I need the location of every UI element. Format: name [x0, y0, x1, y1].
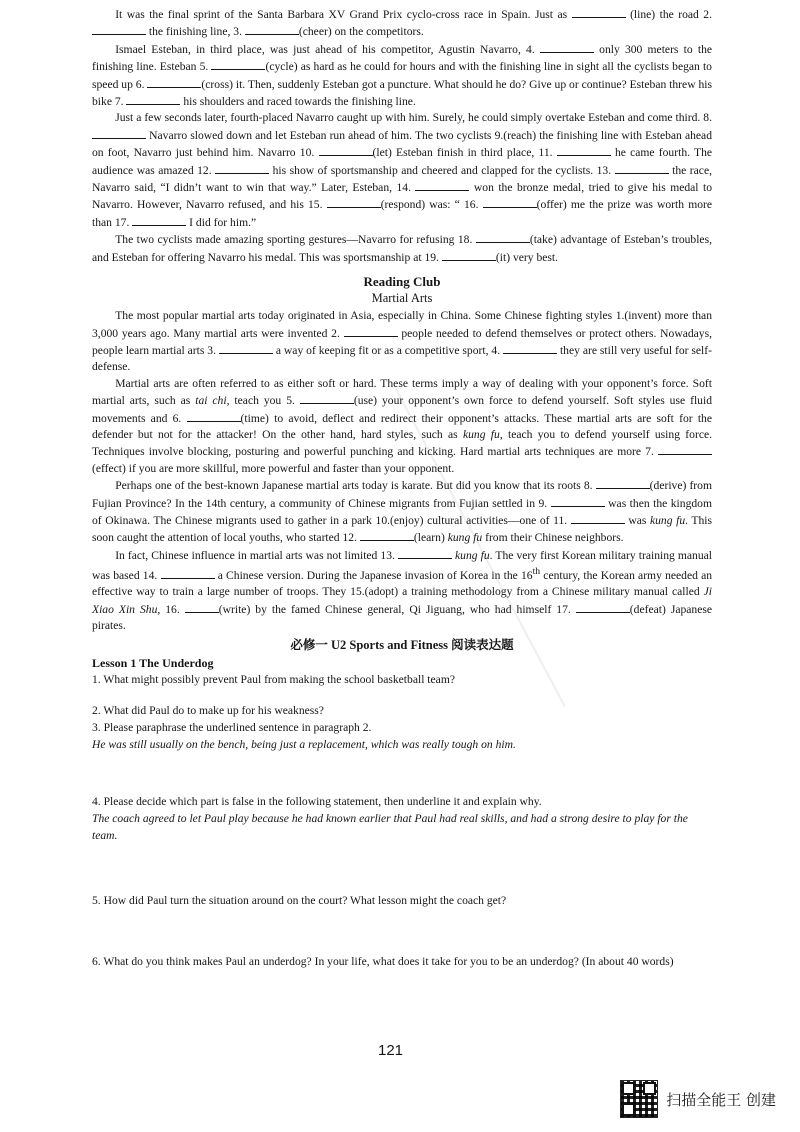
page-number: 121 — [378, 1042, 404, 1059]
text: (cross) it. Then, suddenly Esteban got a puncture. What should he do? Give up or continue? Esteban threw his bike 7. — [92, 77, 712, 109]
qr-code-icon — [620, 1080, 658, 1118]
scanner-stamp — [620, 1080, 776, 1118]
text: , 16. — [157, 602, 180, 616]
question-3: 3. Please paraphrase the underlined sentence in paragraph 2. — [92, 721, 372, 735]
text: (take) advantage of Esteban’s troubles, and Esteban for offering Navarro his medal. This was sportsmanship at 19. — [92, 233, 712, 264]
text: (use) your opponent’s own force to defend yourself. Soft styles use fluid movements and 6. — [92, 394, 712, 425]
answer-blank-m8[interactable] — [596, 477, 650, 489]
text: they are still very useful for self-defense. — [92, 343, 713, 374]
text: he came fourth. The audience was amazed 12. — [92, 146, 713, 177]
text: (write) by the famed Chinese general, Qi Jiguang, who had himself 17. — [218, 602, 571, 616]
text: only 300 meters to the finishing line. Esteban 5. — [92, 42, 713, 74]
answer-blank-m3[interactable] — [219, 342, 273, 354]
text: Martial arts are often referred to as either soft or hard. These terms imply a way of dealing with your opponent’s force. Soft martial arts, such as — [92, 376, 712, 408]
text: . This soon caught the attention of local youths, who started 12. — [92, 513, 713, 545]
answer-blank-m13[interactable] — [398, 547, 452, 559]
worksheet-page — [92, 6, 712, 970]
superscript: th — [532, 566, 541, 578]
text: (effect) if you are more skillful, more powerful and faster than your opponent. — [92, 461, 455, 475]
answer-blank-18[interactable] — [476, 231, 530, 243]
text: Perhaps one of the best-known Japanese martial arts today is karate. But did you know that its roots 8. — [115, 479, 593, 493]
answer-blank-17[interactable] — [132, 214, 186, 226]
answer-blank-13[interactable] — [615, 162, 669, 174]
italic-term: kung fu — [447, 531, 483, 545]
text: was then the kingdom of Okinawa. The Chinese migrants used to gather in a park 10.(enjoy) cultural activities—one of 11. — [92, 496, 712, 527]
martial-paragraph-1 — [92, 308, 712, 376]
answer-blank-m5[interactable] — [300, 392, 354, 404]
answer-blank-m7[interactable] — [658, 443, 712, 455]
italic-term: tai chi — [195, 394, 227, 408]
text: , teach you to defend yourself using force. Techniques involve blocking, posturing and powerful punching and kicking. Hard martial arts techniques are more 7. — [92, 427, 713, 459]
question-4-quote: The coach agreed to let Paul play because he had known earlier that Paul had real skills, and had a strong desire to play for the team. — [92, 812, 688, 843]
question-6: 6. What do you think makes Paul an underdog? In your life, what does it take for you to be an underdog? (In about 40 words) — [92, 955, 674, 969]
answer-blank-2[interactable] — [92, 23, 146, 35]
martial-paragraph-2 — [92, 376, 712, 477]
text: (respond) was: “ 16. — [380, 198, 479, 212]
answer-blank-3[interactable] — [245, 23, 299, 35]
answer-blank-m14[interactable] — [161, 567, 215, 579]
italic-term: kung fu — [649, 513, 686, 527]
text: (offer) me the prize was worth more than 17. — [92, 198, 713, 229]
italic-term: kung fu — [462, 427, 500, 441]
italic-term: kung fu — [455, 548, 490, 562]
italic-term: Ji Xiao Xin Shu — [92, 585, 713, 616]
answer-blank-m17[interactable] — [576, 601, 630, 613]
answer-blank-16[interactable] — [483, 196, 537, 208]
text: Ismael Esteban, in third place, was just ahead of his competitor, Agustin Navarro, 4. — [115, 42, 535, 56]
cloze-paragraph-4 — [92, 231, 712, 266]
scanner-stamp-text: 扫描全能王 创建 — [666, 1090, 776, 1109]
text: won the bronze medal, tried to give his medal to Navarro. However, Navarro refused, and his 15. — [92, 181, 712, 212]
answer-blank-8[interactable] — [92, 127, 146, 139]
text: In fact, Chinese influence in martial arts was not limited 13. — [115, 548, 395, 562]
section-heading: 必修一 U2 Sports and Fitness 阅读表达题 — [290, 637, 514, 652]
question-5: 5. How did Paul turn the situation around on the court? What lesson might the coach get? — [92, 894, 507, 908]
text: his show of sportsmanship and cheered and clapped for the cyclists. 13. — [272, 163, 612, 177]
text: (line) the road 2. — [630, 8, 713, 21]
text: (it) very best. — [495, 250, 559, 264]
answer-blank-5[interactable] — [211, 58, 265, 70]
question-3-quote: He was still usually on the bench, being just a replacement, which was really tough on him. — [92, 738, 516, 752]
question-1: 1. What might possibly prevent Paul from making the school basketball team? — [92, 673, 455, 687]
text: people needed to defend themselves or protect others. Nowadays, people learn martial arts 3. — [92, 326, 712, 357]
answer-blank-15[interactable] — [327, 196, 381, 208]
reading-club-title: Reading Club — [363, 274, 441, 290]
text: , teach you 5. — [226, 394, 295, 408]
text: The two cyclists made amazing sporting gestures—Navarro for refusing 18. — [115, 233, 473, 247]
answer-blank-m2[interactable] — [344, 325, 398, 337]
answer-blank-m6[interactable] — [187, 410, 241, 422]
text: (cycle) as hard as he could for hours and with the finishing line in sight all the cyclists began to speed up 6. — [92, 60, 712, 91]
text: century, the Korean army needed an effective way to train a large number of troops. They 15.(adopt) a training methodology from a Chinese military manual called — [92, 569, 713, 599]
text: his shoulders and raced towards the finishing line. — [183, 95, 416, 109]
text: (derive) from Fujian Province? In the 14th century, a community of Chinese migrants from Fujian settled in 9. — [92, 479, 712, 510]
answer-blank-1[interactable] — [572, 6, 626, 18]
question-4: 4. Please decide which part is false in the following statement, then underline it and explain why. — [92, 795, 542, 809]
text: It was the final sprint of the Santa Barbara XV Grand Prix cyclo-cross race in Spain. Just as — [115, 8, 568, 21]
text: Navarro slowed down and let Esteban run ahead of him. The two cyclists 9.(reach) the finishing line with Esteban ahead on foot, Navarro just behind him. Navarro 10. — [92, 128, 712, 160]
cloze-paragraph-1 — [92, 6, 712, 41]
answer-blank-14[interactable] — [415, 179, 469, 191]
answer-blank-7[interactable] — [126, 93, 180, 105]
answer-blank-m11[interactable] — [571, 512, 625, 524]
answer-blank-m12[interactable] — [360, 529, 414, 541]
reading-club-subtitle: Martial Arts — [371, 291, 433, 306]
text: the finishing line, 3. — [148, 25, 242, 39]
answer-blank-6[interactable] — [147, 76, 201, 88]
text: (defeat) Japanese pirates. — [92, 602, 713, 633]
answer-blank-11[interactable] — [557, 144, 611, 156]
martial-paragraph-4 — [92, 547, 712, 635]
text: the race, Navarro said, “I didn’t want to win that way.” Later, Esteban, 14. — [92, 163, 712, 195]
text: was — [628, 513, 647, 527]
answer-blank-m16[interactable] — [185, 601, 219, 613]
text: (let) Esteban finish in third place, 11. — [372, 146, 553, 160]
question-2: 2. What did Paul do to make up for his weakness? — [92, 704, 324, 718]
answer-blank-10[interactable] — [319, 144, 373, 156]
text: (learn) — [413, 531, 445, 545]
text: from their Chinese neighbors. — [485, 531, 624, 545]
text: a Chinese version. During the Japanese invasion of Korea in the 16 — [217, 569, 533, 583]
lesson-title: Lesson 1 The Underdog — [92, 656, 214, 671]
text: I did for him.” — [189, 215, 257, 229]
text: (time) to avoid, deflect and redirect their opponent’s attacks. These martial arts are soft for the defender but not for the attacker! On the other hand, hard styles, such as — [92, 411, 712, 441]
text: The most popular martial arts today originated in Asia, especially in China. Some Chinese fighting styles 1.(invent) more than 3,000 years ago. Many martial arts were invented 2. — [92, 309, 712, 340]
answer-blank-m4[interactable] — [503, 342, 557, 354]
answer-blank-19[interactable] — [442, 249, 496, 261]
text: (cheer) on the competitors. — [298, 25, 424, 39]
cloze-paragraph-3 — [92, 110, 712, 231]
text: a way of keeping fit or as a competitive sport, 4. — [275, 343, 501, 357]
cloze-paragraph-2 — [92, 41, 712, 111]
answer-blank-12[interactable] — [215, 162, 269, 174]
answer-blank-4[interactable] — [540, 41, 594, 53]
text: Just a few seconds later, fourth-placed Navarro caught up with him. Surely, he could simply overtake Esteban and come third. 8. — [115, 111, 712, 125]
martial-paragraph-3 — [92, 477, 712, 547]
text: . The very first Korean military training manual was based 14. — [92, 548, 713, 583]
answer-blank-m9[interactable] — [551, 495, 605, 507]
